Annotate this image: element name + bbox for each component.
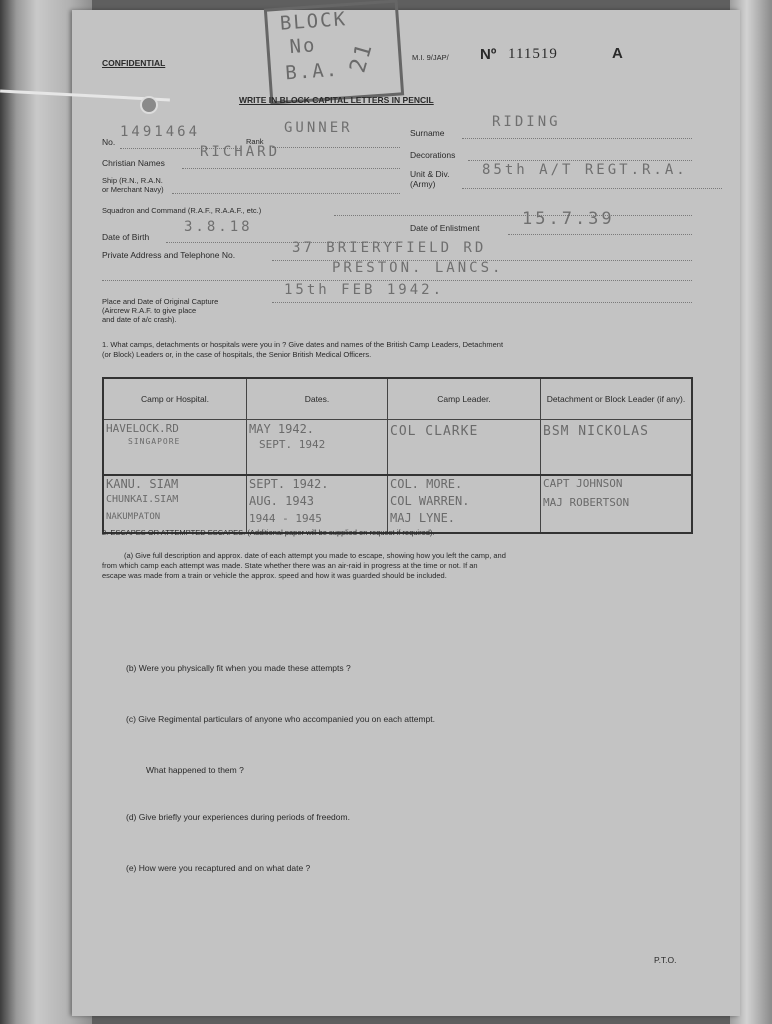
stamp-line-3: B.A.	[284, 58, 340, 85]
q2c-text: (c) Give Regimental particulars of anyone who accompanied you on each attempt.	[126, 714, 435, 724]
col-dates: Dates.	[247, 378, 388, 420]
q2d-text: (d) Give briefly your experiences during periods of freedom.	[126, 812, 350, 822]
capture-label-3: and date of a/c crash).	[102, 315, 177, 324]
table-header-row	[103, 378, 692, 420]
confidential-label: CONFIDENTIAL	[102, 58, 166, 68]
dob-value: 3.8.18	[184, 219, 253, 235]
unit-label-2: (Army)	[410, 179, 436, 189]
instruction-heading: WRITE IN BLOCK CAPITAL LETTERS IN PENCIL	[239, 95, 434, 105]
enlistment-label: Date of Enlistment	[410, 223, 480, 233]
surname-value: RIDING	[492, 114, 561, 130]
q1-text-line-1: 1. What camps, detachments or hospitals were you in ? Give dates and names of the British Camp Leaders, Detachment	[102, 340, 504, 349]
q1-text-line-2: (or Block) Leaders or, in the case of hospitals, the Senior British Medical Officers.	[102, 350, 372, 359]
q2c-followup: What happened to them ?	[146, 765, 244, 775]
col-detachment: Detachment or Block Leader (if any).	[541, 378, 693, 420]
cell-leader: COL. MORE. COL WARREN. MAJ LYNE.	[388, 475, 541, 533]
capture-value: 15th FEB 1942.	[284, 282, 445, 298]
christian-names-value: RICHARD	[200, 144, 281, 160]
stamp-line-2: No	[288, 34, 318, 59]
rank-value: GUNNER	[284, 120, 353, 136]
cell-camp: HAVELOCK.RD SINGAPORE	[103, 420, 247, 476]
cell-dates: SEPT. 1942. AUG. 1943 1944 - 1945	[247, 475, 388, 533]
pto-label: P.T.O.	[654, 955, 677, 965]
stamp-number: 21	[345, 39, 378, 76]
unit-label-1: Unit & Div.	[410, 169, 450, 179]
col-leader: Camp Leader.	[388, 378, 541, 420]
address-label: Private Address and Telephone No.	[102, 250, 236, 260]
stamp-line-1: BLOCK	[279, 8, 348, 35]
ship-label-2: or Merchant Navy)	[102, 185, 164, 194]
form-number: 111519	[508, 46, 558, 62]
q2a-line-3: escape was made from a train or vehicle the approx. speed and how it was guarded should be included.	[102, 571, 447, 580]
unit-value: 85th A/T REGT.R.A.	[482, 162, 688, 178]
christian-names-label: Christian Names	[102, 158, 165, 168]
block-stamp	[264, 0, 404, 105]
form-suffix: A	[612, 45, 623, 62]
q2a-line-2: from which camp each attempt was made. State whether there was an air-raid in progress at the time or not. If an	[102, 561, 478, 570]
grommet-icon	[140, 96, 158, 114]
q2e-text: (e) How were you recaptured and on what date ?	[126, 863, 311, 873]
ship-label-1: Ship (R.N., R.A.N.	[102, 176, 163, 185]
squadron-label: Squadron and Command (R.A.F., R.A.A.F., etc.)	[102, 206, 262, 215]
capture-label-1: Place and Date of Original Capture	[102, 297, 219, 306]
no-value: 1491464	[120, 124, 201, 140]
enlistment-value: 15.7.39	[522, 209, 615, 229]
surname-label: Surname	[410, 128, 445, 138]
rank-label: Rank	[246, 137, 264, 146]
table-row	[103, 475, 692, 533]
q2a-line-1: (a) Give full description and approx. date of each attempt you made to escape, showing how you left the camp, and	[124, 551, 506, 560]
table-row	[103, 420, 692, 476]
cell-detachment: CAPT JOHNSON MAJ ROBERTSON	[541, 475, 693, 533]
camps-table	[102, 377, 693, 534]
cell-detachment: BSM NICKOLAS	[541, 420, 693, 476]
col-camp: Camp or Hospital.	[103, 378, 247, 420]
q2b-text: (b) Were you physically fit when you made these attempts ?	[126, 663, 351, 673]
cell-dates: MAY 1942. SEPT. 1942	[247, 420, 388, 476]
ref-prefix: M.I. 9/JAP/	[412, 53, 449, 62]
capture-label-2: (Aircrew R.A.F. to give place	[102, 306, 197, 315]
no-label: No.	[102, 137, 116, 147]
cell-camp: KANU. SIAM CHUNKAI.SIAM NAKUMPATON	[103, 475, 247, 533]
decorations-label: Decorations	[410, 150, 456, 160]
number-mark: Nº	[480, 46, 497, 63]
dob-label: Date of Birth	[102, 232, 150, 242]
cell-leader: COL CLARKE	[388, 420, 541, 476]
q2-heading: 2. ESCAPES OR ATTEMPTED ESCAPES. (Additional paper will be supplied on request if required).	[102, 528, 435, 537]
address-line-2: PRESTON. LANCS.	[332, 260, 504, 276]
form-page	[72, 10, 740, 1016]
address-line-1: 37 BRIERYFIELD RD	[292, 240, 487, 256]
